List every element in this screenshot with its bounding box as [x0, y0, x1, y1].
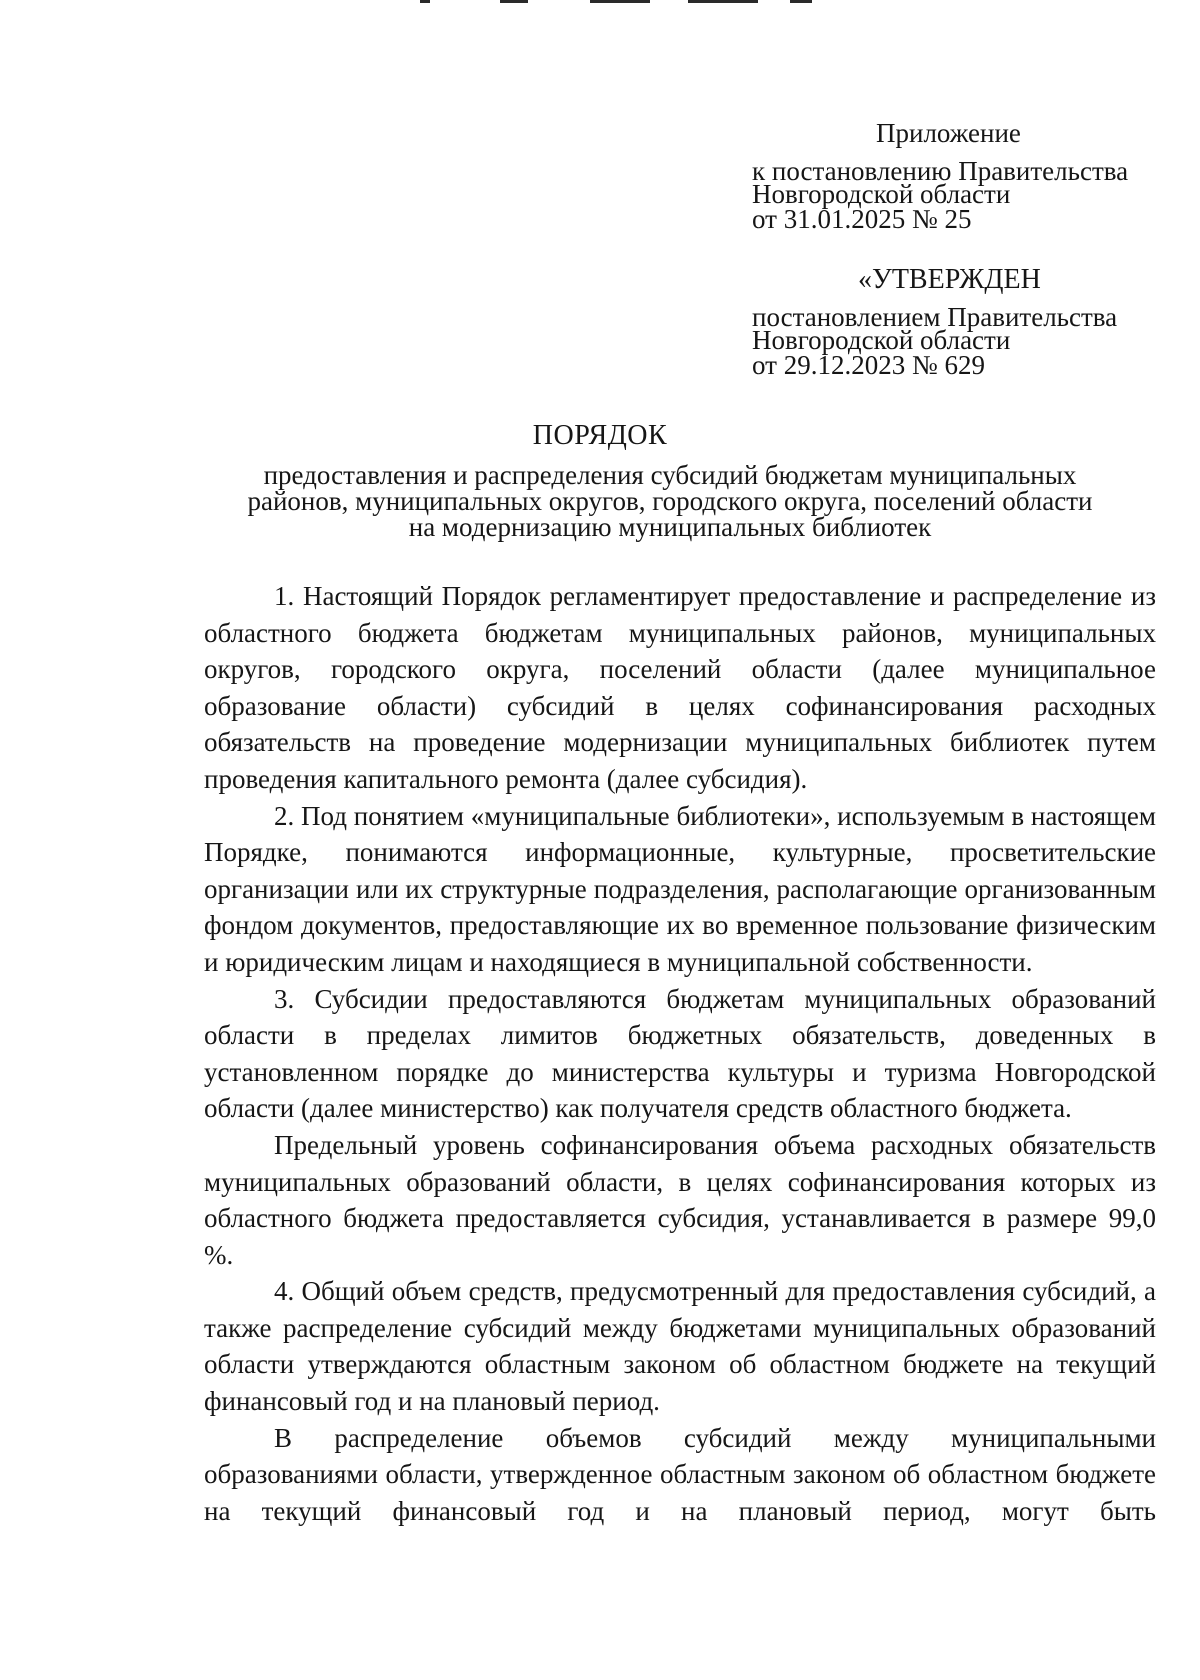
document-subtitle: [200, 462, 1140, 540]
paragraph-4: 4. Общий объем средств, предусмотренный для предоставления субсидий, а также распределение субсидий между бюджетами муниципальных образований области утверждаются областным законом об областном бюджете на текущий финансовый год и на плановый период.: [204, 1276, 1156, 1417]
approved-by-decree: постановлением Правительства: [752, 302, 1118, 332]
paragraph-1: 1. Настоящий Порядок регламентирует предоставление и распределение из областного бюджета бюджетам муниципальных районов, муниципальных округов, городского округа, поселений области (далее муниципальное образование области) субсидий в целях софинансирования расходных обязательств на проведение модернизации муниципальных библиотек путем проведения капитального ремонта (далее субсидия).: [204, 581, 1156, 794]
paragraph-3-cofinancing: Предельный уровень софинансирования объема расходных обязательств муниципальных образований области, в целях софинансирования которых из областного бюджета предоставляется субсидия, устанавливается в размере 99,0 %.: [204, 1129, 1156, 1270]
scan-artifact-top-edge: [420, 0, 840, 4]
document-title: ПОРЯДОК: [532, 420, 668, 451]
paragraph-2: 2. Под понятием «муниципальные библиотеки», используемым в настоящем Порядке, понимаются информационные, культурные, просветительские организации или их структурные подразделения, располагающие организованным фондом документов, предоставляющие их во временное пользование физическим и юридическим лицам и находящиеся в муниципальной собственности.: [204, 800, 1156, 977]
approved-stamp-title: «УТВЕРЖДЕН: [858, 264, 1041, 295]
appendix-decree-ref: к постановлению Правительства: [752, 156, 1129, 186]
subtitle-line: на модернизацию муниципальных библиотек: [408, 512, 932, 542]
approved-date-number: от 29.12.2023 № 629: [752, 350, 985, 380]
appendix-title: Приложение: [876, 118, 1021, 148]
approved-region: Новгородской области: [752, 325, 1011, 355]
appendix-region: Новгородской области: [752, 179, 1011, 209]
subtitle-line: районов, муниципальных округов, городского округа, поселений области: [247, 486, 1093, 516]
paragraph-3: 3. Субсидии предоставляются бюджетам муниципальных образований области в пределах лимитов бюджетных обязательств, доведенных в установленном порядке до министерства культуры и туризма Новгородской области (далее министерство) как получателя средств областного бюджета.: [204, 983, 1156, 1124]
appendix-date-number: от 31.01.2025 № 25: [752, 204, 972, 234]
subtitle-line: предоставления и распределения субсидий бюджетам муниципальных: [263, 460, 1077, 490]
document-body: [204, 578, 1156, 1529]
paragraph-4-distribution: В распределение объемов субсидий между муниципальными образованиями области, утвержденное областным законом об областном бюджете на текущий финансовый год и на плановый период, могут быть: [204, 1422, 1156, 1526]
